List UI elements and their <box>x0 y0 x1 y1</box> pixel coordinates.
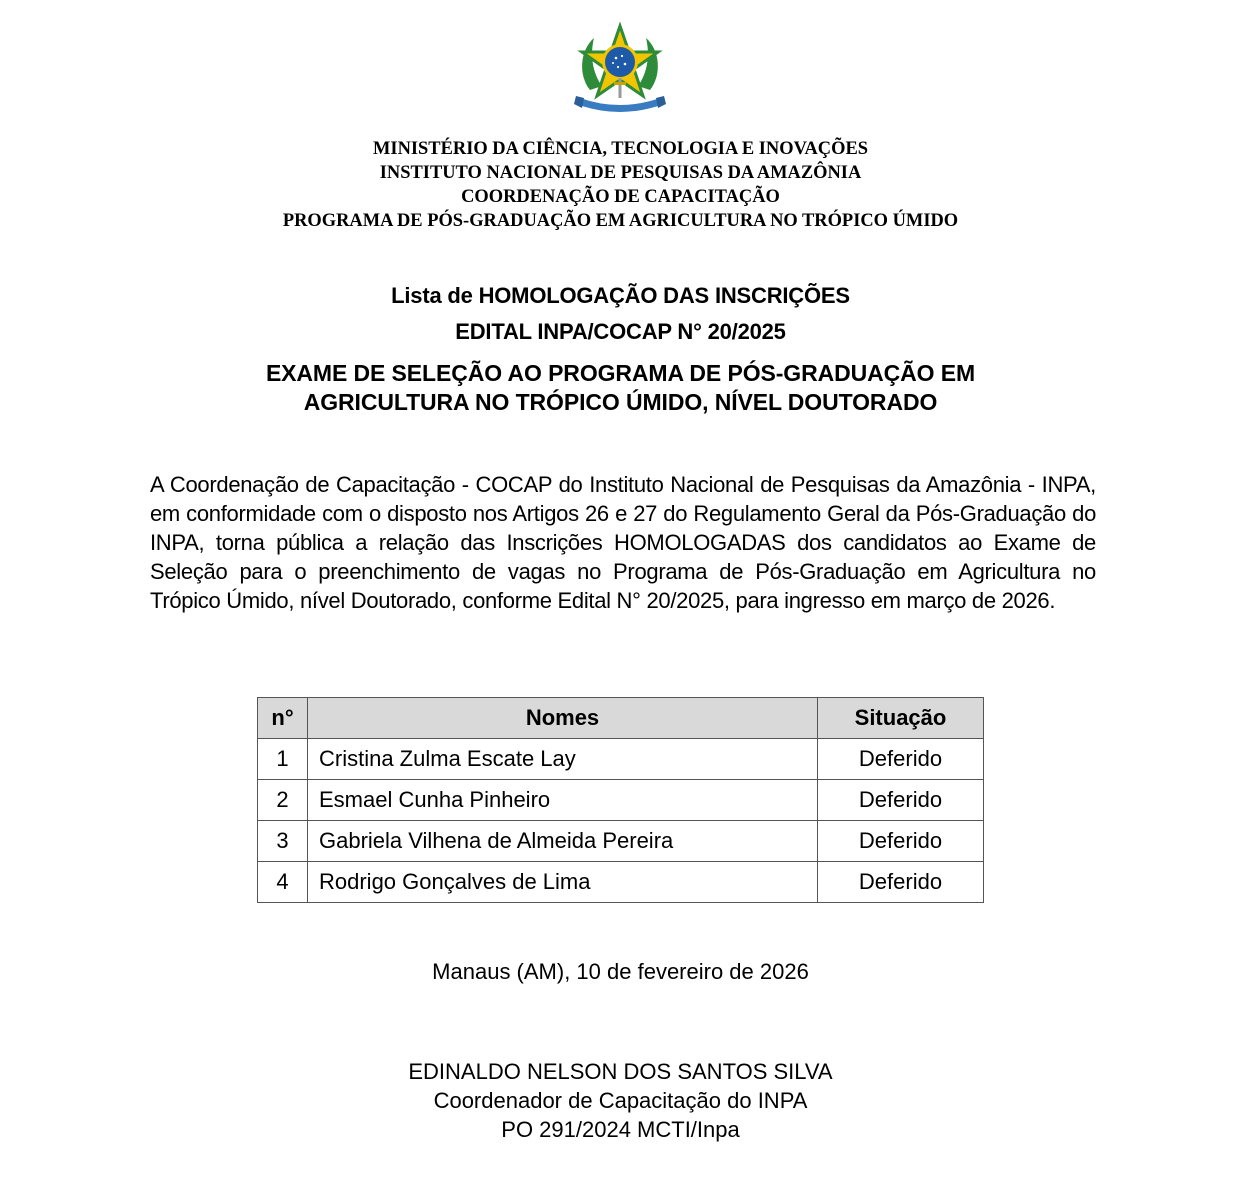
column-header-name: Nomes <box>308 698 818 739</box>
table-row <box>258 780 984 821</box>
table-row <box>258 821 984 862</box>
signatory-name: EDINALDO NELSON DOS SANTOS SILVA <box>408 1059 833 1084</box>
row-status: Deferido <box>818 739 984 780</box>
candidate-name: Esmael Cunha Pinheiro <box>319 787 551 812</box>
table-row <box>258 862 984 903</box>
column-header-number: n° <box>258 698 308 739</box>
header-coordination: COORDENAÇÃO DE CAPACITAÇÃO <box>461 186 780 207</box>
institution-header <box>19 137 1223 233</box>
table-header-row <box>258 698 984 739</box>
row-status: Deferido <box>818 780 984 821</box>
exam-title-line-2: AGRICULTURA NO TRÓPICO ÚMIDO, NÍVEL DOUTORADO <box>303 389 938 415</box>
brazil-coat-of-arms-icon <box>572 20 668 116</box>
row-status: Deferido <box>818 862 984 903</box>
table-row <box>258 739 984 780</box>
row-number: 1 <box>258 739 308 780</box>
candidate-name: Cristina Zulma Escate Lay <box>319 746 576 771</box>
row-name <box>308 821 818 862</box>
candidate-name: Gabriela Vilhena de Almeida Pereira <box>319 828 674 853</box>
row-number: 4 <box>258 862 308 903</box>
signatory-ordinance: PO 291/2024 MCTI/Inpa <box>501 1117 740 1142</box>
exam-title <box>0 359 1241 417</box>
header-institute: INSTITUTO NACIONAL DE PESQUISAS DA AMAZÔNIA <box>379 162 862 183</box>
header-program: PROGRAMA DE PÓS-GRADUAÇÃO EM AGRICULTURA NO TRÓPICO ÚMIDO <box>282 210 959 231</box>
list-title: Lista de HOMOLOGAÇÃO DAS INSCRIÇÕES <box>391 283 850 308</box>
row-status: Deferido <box>818 821 984 862</box>
edital-title: EDITAL INPA/COCAP N° 20/2025 <box>455 319 786 344</box>
homologation-table <box>257 697 984 903</box>
row-name <box>308 862 818 903</box>
candidate-name: Rodrigo Gonçalves de Lima <box>319 869 591 894</box>
place-date: Manaus (AM), 10 de fevereiro de 2026 <box>432 959 809 984</box>
header-ministry: MINISTÉRIO DA CIÊNCIA, TECNOLOGIA E INOVAÇÕES <box>372 138 869 159</box>
column-header-status: Situação <box>818 698 984 739</box>
row-number: 3 <box>258 821 308 862</box>
signature-block <box>0 1057 1241 1144</box>
body-paragraph: A Coordenação de Capacitação - COCAP do Instituto Nacional de Pesquisas da Amazônia - INPA, em conformidade com o disposto nos Artigos 26 e 27 do Regulamento Geral da Pós-Graduação do INPA, torna pública a relação das Inscrições HOMOLOGADAS dos candidatos ao Exame de Seleção para o preenchimento de vagas no Programa de Pós-Graduação em Agricultura no Trópico Úmido, nível Doutorado, conforme Edital N° 20/2025, para ingresso em março de 2026. <box>150 472 1096 613</box>
signatory-role: Coordenador de Capacitação do INPA <box>433 1088 808 1113</box>
exam-title-line-1: EXAME DE SELEÇÃO AO PROGRAMA DE PÓS-GRADUAÇÃO EM <box>265 360 976 386</box>
row-number: 2 <box>258 780 308 821</box>
row-name <box>308 780 818 821</box>
row-name <box>308 739 818 780</box>
